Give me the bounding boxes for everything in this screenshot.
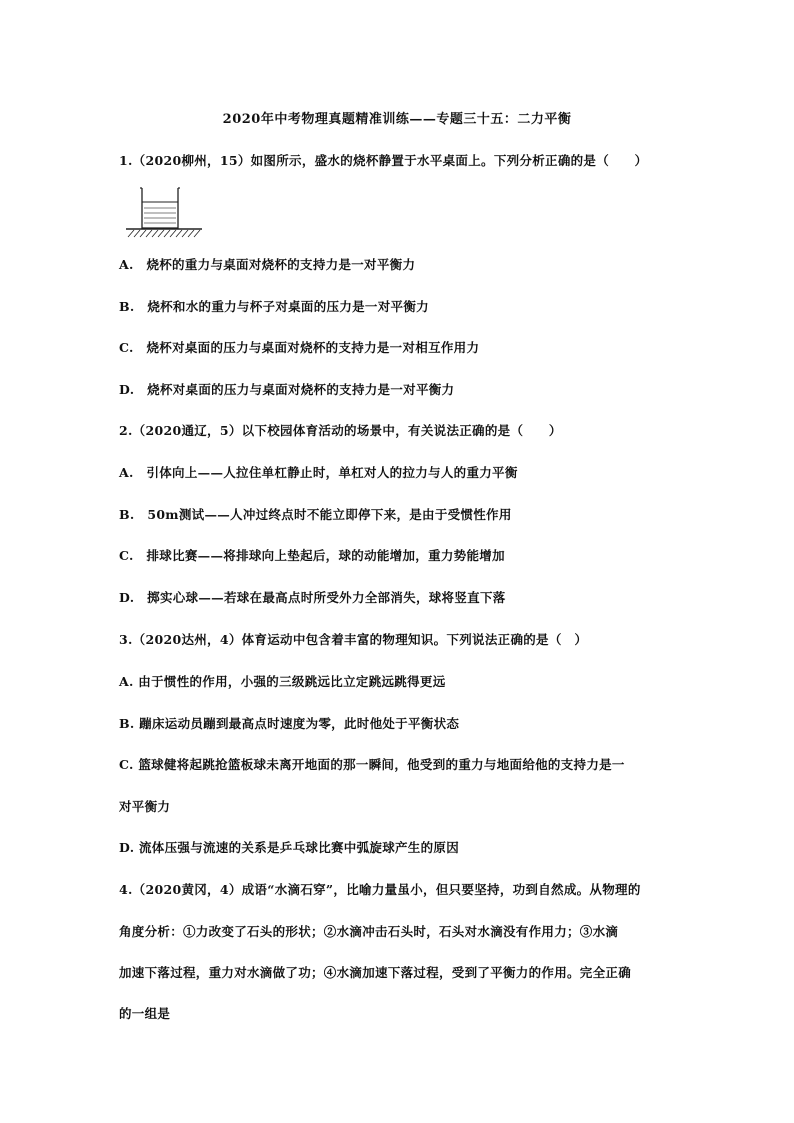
question-2-option-d: D. 掷实心球——若球在最高点时所受外力全部消失，球将竖直下落	[119, 590, 506, 605]
question-1-option-b: B. 烧杯和水的重力与杯子对桌面的压力是一对平衡力	[119, 299, 429, 314]
question-4-line-4: 的一组是	[119, 1006, 171, 1021]
question-4-line-3: 加速下落过程，重力对水滴做了功；④水滴加速下落过程，受到了平衡力的作用。完全正确	[119, 965, 632, 980]
question-3-option-a: A. 由于惯性的作用，小强的三级跳远比立定跳远跳得更远	[119, 674, 446, 689]
question-2-option-b: B. 50m测试——人冲过终点时不能立即停下来，是由于受惯性作用	[119, 507, 512, 522]
page-title: 2020年中考物理真题精准训练——专题三十五：二力平衡	[222, 112, 572, 127]
question-2-option-a: A. 引体向上——人拉住单杠静止时，单杠对人的拉力与人的重力平衡	[119, 465, 518, 480]
beaker-icon	[140, 188, 180, 228]
question-1-option-c: C. 烧杯对桌面的压力与桌面对烧杯的支持力是一对相互作用力	[119, 340, 480, 355]
question-2-option-c: C. 排球比赛——将排球向上垫起后，球的动能增加，重力势能增加	[119, 548, 505, 563]
question-4-line-1: 4.（2020黄冈，4）成语“水滴石穿”，比喻力量虽小，但只要坚持，功到自然成。从物理的	[119, 882, 641, 897]
question-3-option-c: C. 篮球健将起跳抢篮板球未离开地面的那一瞬间，他受到的重力与地面给他的支持力是一	[119, 757, 625, 772]
question-3-option-b: B. 蹦床运动员蹦到最高点时速度为零，此时他处于平衡状态	[119, 716, 460, 731]
question-1-option-d: D. 烧杯对桌面的压力与桌面对烧杯的支持力是一对平衡力	[119, 382, 455, 397]
question-1-option-a: A. 烧杯的重力与桌面对烧杯的支持力是一对平衡力	[119, 257, 416, 272]
question-4-line-2: 角度分析：①力改变了石头的形状；②水滴冲击石头时，石头对水滴没有作用力；③水滴	[119, 924, 619, 939]
question-3-option-c-continued: 对平衡力	[119, 799, 171, 814]
table-surface-icon	[126, 229, 202, 237]
question-3-stem: 3.（2020达州，4）体育运动中包含着丰富的物理知识。下列说法正确的是（ ）	[119, 632, 588, 647]
question-2-stem: 2.（2020通辽，5）以下校园体育活动的场景中，有关说法正确的是（ ）	[119, 423, 562, 438]
question-1-stem: 1.（2020柳州，15）如图所示，盛水的烧杯静置于水平桌面上。下列分析正确的是（ ）	[119, 153, 648, 168]
beaker-on-table-figure	[122, 186, 204, 240]
question-3-option-d: D. 流体压强与流速的关系是乒乓球比赛中弧旋球产生的原因	[119, 840, 459, 855]
